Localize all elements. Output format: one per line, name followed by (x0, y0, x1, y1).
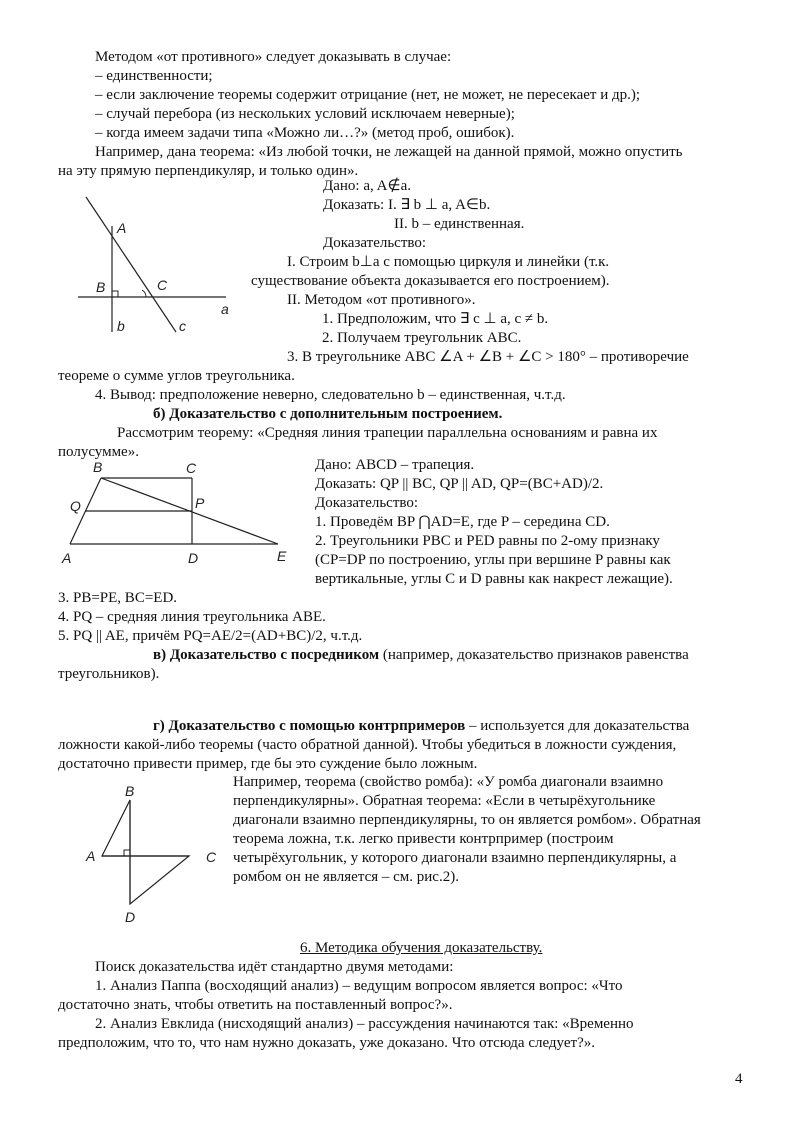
methodology-text: 1. Анализ Паппа (восходящий анализ) – ведущим вопросом является вопрос: «Что (95, 978, 623, 994)
proof-step: II. Методом «от противного». (287, 292, 476, 308)
label-C: C (157, 277, 168, 293)
methodology-text: предположим, что то, что нам нужно доказать, уже доказано. Что отсюда следует?». (58, 1035, 595, 1051)
theorem-text: полусумме». (58, 444, 139, 460)
proof-title: Доказательство: (315, 495, 419, 511)
angle-mark (142, 290, 146, 297)
example-text: Например, дана теорема: «Из любой точки, не лежащей на данной прямой, можно опустить (95, 144, 683, 160)
counterexample-text: диагонали взаимно перпендикулярны, то он является ромбом». Обратная (233, 812, 701, 828)
proof-step: 3. PB=PE, BC=ED. (58, 590, 178, 606)
kite-figure (84, 784, 234, 924)
right-angle-mark (124, 850, 130, 856)
trapezoid-figure (60, 458, 300, 573)
label-D: D (125, 909, 136, 925)
label-b: b (117, 318, 125, 334)
methodology-lead: Поиск доказательства идёт стандартно двумя методами: (95, 959, 454, 975)
prove: Доказать: QP || BC, QP || AD, QP=(BC+AD)/2. (315, 476, 604, 492)
counterexample-text: перпендикулярны». Обратная теорема: «Если в четырёхугольнике (233, 793, 656, 809)
case-item: – случай перебора (из нескольких условий исключаем неверные); (95, 106, 515, 122)
theorem-text: Рассмотрим теорему: «Средняя линия трапеции параллельна основаниям и равна их (117, 425, 658, 441)
prove: II. b – единственная. (394, 216, 525, 232)
label-A: A (62, 550, 72, 566)
page-number: 4 (735, 1071, 743, 1087)
label-P: P (195, 495, 205, 511)
case-item: – если заключение теоремы содержит отрицание (нет, не может, не пересекает и др.); (95, 87, 641, 103)
label-A: A (117, 220, 127, 236)
case-item: – когда имеем задачи типа «Можно ли…?» (метод проб, ошибок). (95, 125, 515, 141)
intro-lead: Методом «от противного» следует доказывать в случае: (95, 49, 452, 65)
label-C: C (206, 849, 217, 865)
case-item: – единственности; (95, 68, 213, 84)
quadrilateral-ABCD (102, 800, 189, 904)
proof-step: 1. Проведём BP ⋂AD=E, где P – середина CD. (315, 514, 610, 530)
methodology-text: 2. Анализ Евклида (нисходящий анализ) – рассуждения начинаются так: «Временно (95, 1016, 634, 1032)
methodology-text: достаточно знать, чтобы ответить на поставленный вопрос?». (58, 997, 453, 1013)
counterexample-text: Например, теорема (свойство ромба): «У ромба диагонали взаимно (233, 774, 664, 790)
label-a: a (221, 301, 229, 317)
section-text: треугольников). (58, 666, 160, 682)
proof-step: 3. В треугольнике ABC ∠A + ∠B + ∠C > 180° – противоречие (287, 349, 689, 365)
given: Дано: ABCD – трапеция. (315, 457, 475, 473)
counterexample-text: теорема ложна, т.к. легко привести контрпример (построим (233, 831, 614, 847)
section-heading: б) Доказательство с дополнительным построением. (153, 406, 503, 422)
section-text: ложности какой-либо теоремы (часто обратной данной). Чтобы убедиться в ложности суждения, (58, 737, 677, 753)
counterexample-text: четырёхугольник, у которого диагонали взаимно перпендикулярны, а (233, 850, 677, 866)
section-heading: г) Доказательство с помощью контрпримеров – используется для доказательства (153, 718, 690, 734)
label-Q: Q (70, 498, 81, 514)
proof-step: теореме о сумме углов треугольника. (58, 368, 295, 384)
conclusion: 4. Вывод: предположение неверно, следовательно b – единственная, ч.т.д. (95, 387, 566, 403)
proof-step: 4. PQ – средняя линия треугольника ABE. (58, 609, 326, 625)
right-angle-mark (112, 291, 118, 297)
line-c (86, 197, 176, 332)
proof-step: 1. Предположим, что ∃ c ⊥ a, c ≠ b. (322, 311, 549, 327)
label-C: C (186, 460, 197, 476)
given: Дано: a, A∉a. (323, 178, 411, 194)
prove: Доказать: I. ∃ b ⊥ a, A∈b. (323, 197, 491, 213)
section-heading: в) Доказательство с посредником (например, доказательство признаков равенства (153, 647, 689, 663)
label-D: D (188, 550, 199, 566)
proof-step: 5. PQ || AE, причём PQ=AE/2=(AD+BC)/2, ч.т.д. (58, 628, 363, 644)
label-B: B (96, 279, 106, 295)
proof-step: I. Строим b⊥a с помощью циркуля и линейки (т.к. (287, 254, 610, 270)
example-text: на эту прямую перпендикуляр, и только один». (58, 163, 359, 179)
proof-step: 2. Получаем треугольник ABC. (322, 330, 522, 346)
proof-step: вертикальные, углы C и D равны как накрест лежащие). (315, 571, 673, 587)
label-E: E (277, 548, 287, 564)
section-text: достаточно привести пример, где бы это суждение было ложным. (58, 756, 478, 772)
label-B: B (125, 783, 135, 799)
proof-step: (CP=DP по построению, углы при вершине P равны как (315, 552, 671, 568)
label-c: c (179, 318, 186, 334)
proof-step: 2. Треугольники PBC и PED равны по 2-ому признаку (315, 533, 660, 549)
label-A: A (86, 848, 96, 864)
section-title: 6. Методика обучения доказательству. (300, 940, 543, 956)
proof-title: Доказательство: (323, 235, 427, 251)
label-B: B (93, 459, 103, 475)
perpendicular-figure (76, 192, 246, 342)
proof-step: существование объекта доказывается его построением). (251, 273, 610, 289)
counterexample-text: ромбом он не является – см. рис.2). (233, 869, 459, 885)
